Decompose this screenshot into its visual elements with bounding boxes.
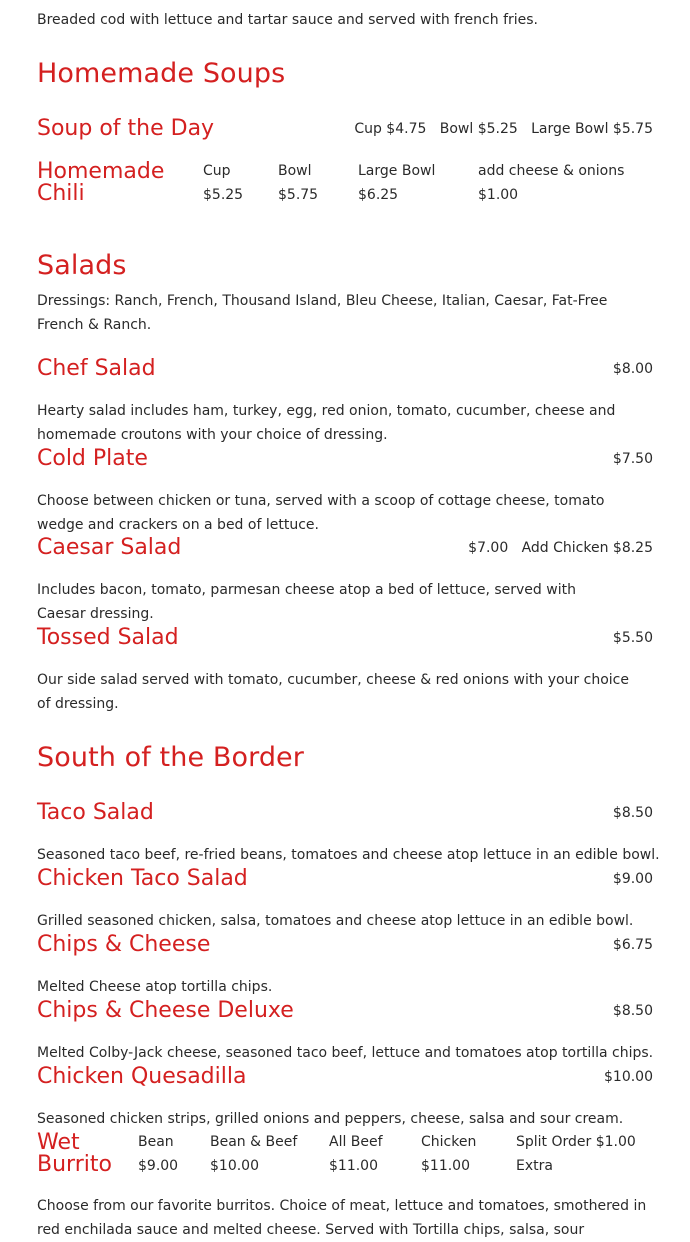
item-desc-chips-cheese: Melted Cheese atop tortilla chips.	[37, 979, 273, 995]
section-heading-south-of-the-border: South of the Border	[37, 742, 304, 773]
item-price-tossed-salad: $5.50	[612, 630, 653, 646]
item-title-caesar-salad: Caesar Salad	[37, 535, 182, 560]
item-price-chicken-taco-salad: $9.00	[612, 871, 653, 887]
item-price-chips-cheese: $6.75	[612, 937, 653, 953]
chili-col-label: Bowl	[278, 163, 312, 179]
item-title-chips-cheese-deluxe: Chips & Cheese Deluxe	[37, 998, 294, 1023]
burrito-col-price: $9.00	[138, 1158, 179, 1174]
item-desc-wet-burrito: Choose from our favorite burritos. Choice of meat, lettuce and tomatoes, smothered in red enchilada sauce and melted cheese. Served with Tortilla chips, salsa, sour	[37, 1198, 647, 1238]
item-title-tossed-salad: Tossed Salad	[37, 625, 179, 650]
item-title-taco-salad: Taco Salad	[37, 800, 154, 825]
burrito-col-label: Bean & Beef	[210, 1134, 298, 1150]
burrito-name-line1: Wet	[37, 1130, 80, 1155]
item-title-soup-of-the-day: Soup of the Day	[37, 116, 215, 141]
chili-col-price: $5.25	[203, 187, 244, 203]
burrito-col-label: All Beef	[329, 1134, 383, 1150]
item-desc-chips-cheese-deluxe: Melted Colby-Jack cheese, seasoned taco beef, lettuce and tomatoes atop tortilla chips.	[37, 1045, 654, 1061]
item-desc-chicken-quesadilla: Seasoned chicken strips, grilled onions and peppers, cheese, salsa and sour cream.	[37, 1111, 624, 1127]
intro-description: Breaded cod with lettuce and tartar sauce and served with french fries.	[37, 12, 538, 28]
item-desc-tossed-salad: Our side salad served with tomato, cucumber, cheese & red onions with your choice of dressing.	[37, 672, 629, 712]
item-price-cold-plate: $7.50	[612, 451, 653, 467]
section-heading-salads: Salads	[37, 250, 127, 281]
item-price-taco-salad: $8.50	[612, 805, 653, 821]
burrito-name-line2: Burrito	[37, 1152, 112, 1177]
chili-col-price: $6.25	[358, 187, 399, 203]
section-heading-soups: Homemade Soups	[37, 58, 286, 89]
item-title-cold-plate: Cold Plate	[37, 446, 148, 471]
item-price-caesar-salad: $7.00 Add Chicken $8.25	[468, 540, 653, 556]
chili-col-price: $1.00	[478, 187, 519, 203]
item-title-chicken-quesadilla: Chicken Quesadilla	[37, 1064, 247, 1089]
chili-name-line1: Homemade	[37, 159, 165, 184]
item-title-chips-cheese: Chips & Cheese	[37, 932, 211, 957]
item-title-wet-burrito	[37, 1132, 112, 1176]
item-price-chicken-quesadilla: $10.00	[604, 1069, 653, 1085]
burrito-col-price: $11.00	[421, 1158, 470, 1174]
item-desc-caesar-salad: Includes bacon, tomato, parmesan cheese atop a bed of lettuce, served with Caesar dressing.	[37, 582, 576, 622]
chili-col-label: add cheese & onions	[478, 163, 625, 179]
burrito-col-price: Extra	[516, 1158, 553, 1174]
item-price-chef-salad: $8.00	[612, 361, 653, 377]
burrito-col-price: $10.00	[210, 1158, 259, 1174]
item-title-chef-salad: Chef Salad	[37, 356, 156, 381]
chili-col-label: Cup	[203, 163, 231, 179]
item-title-chili	[37, 161, 164, 205]
burrito-col-price: $11.00	[329, 1158, 378, 1174]
burrito-col-label: Bean	[138, 1134, 174, 1150]
item-price-chips-cheese-deluxe: $8.50	[612, 1003, 653, 1019]
burrito-col-label: Chicken	[421, 1134, 477, 1150]
item-desc-chef-salad: Hearty salad includes ham, turkey, egg, red onion, tomato, cucumber, cheese and homemade croutons with your choice of dressing.	[37, 403, 616, 443]
chili-col-label: Large Bowl	[358, 163, 436, 179]
item-price-soup-of-the-day: Cup $4.75 Bowl $5.25 Large Bowl $5.75	[354, 121, 653, 137]
burrito-col-label: Split Order $1.00	[516, 1134, 636, 1150]
item-desc-taco-salad: Seasoned taco beef, re-fried beans, tomatoes and cheese atop lettuce in an edible bowl.	[37, 847, 660, 863]
item-title-chicken-taco-salad: Chicken Taco Salad	[37, 866, 248, 891]
item-desc-chicken-taco-salad: Grilled seasoned chicken, salsa, tomatoes and cheese atop lettuce in an edible bowl.	[37, 913, 634, 929]
dressings-note: Dressings: Ranch, French, Thousand Island, Bleu Cheese, Italian, Caesar, Fat-Free French & Ranch.	[37, 293, 608, 333]
chili-name-line2: Chili	[37, 181, 85, 206]
item-desc-cold-plate: Choose between chicken or tuna, served with a scoop of cottage cheese, tomato wedge and crackers on a bed of lettuce.	[37, 493, 605, 533]
chili-col-price: $5.75	[278, 187, 319, 203]
